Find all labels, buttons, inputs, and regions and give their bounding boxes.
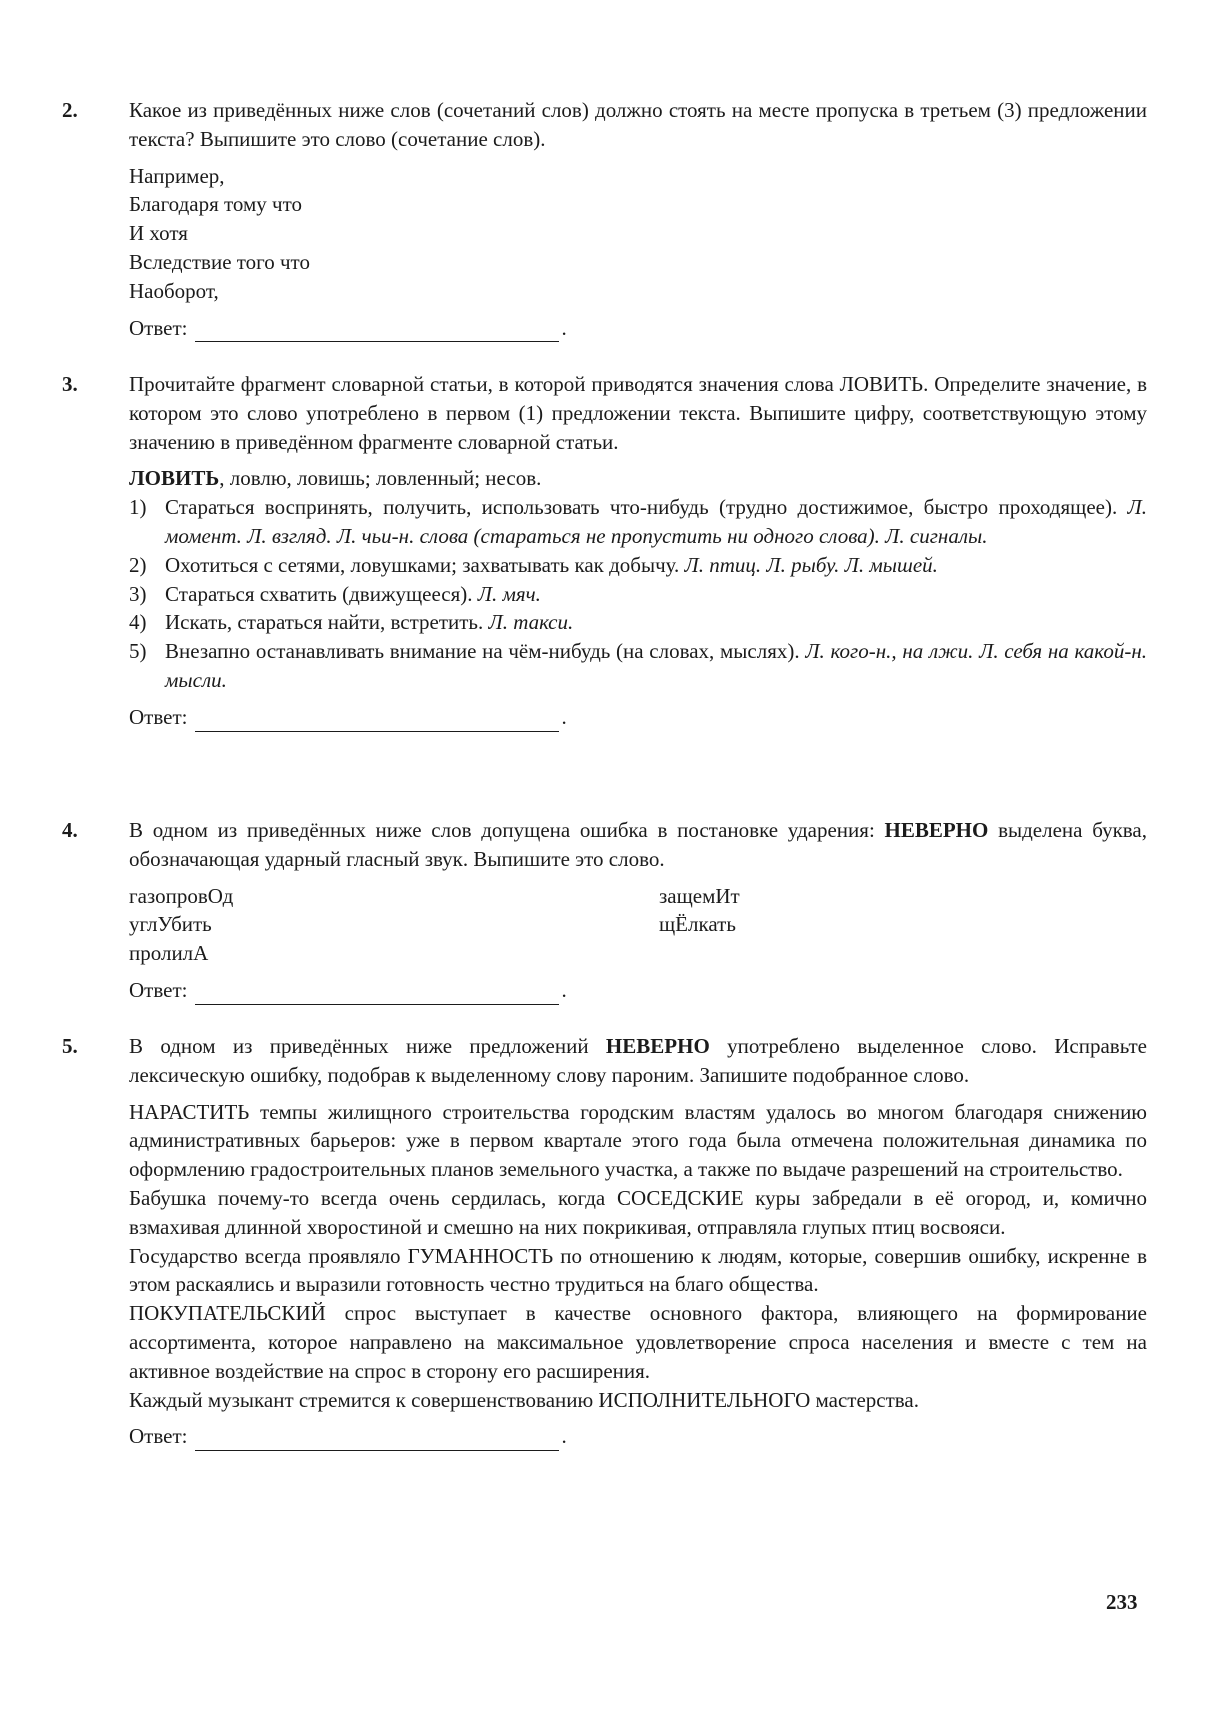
answer-label: Ответ: [129,977,188,1002]
answer-label: Ответ: [129,704,188,729]
question-text: употреблено выделенное слово. Исправьте лексическую ошибку, подобрав к выделенному слову пароним. Запишите подобранное слово. [129,1034,1148,1087]
sentence-item: Государство всегда проявляло ГУМАННОСТЬ по отношению к людям, которые, совершив ошибку, искренне в этом раскаялись и выразили готовность честно трудиться на благо общества. [129,1243,1147,1297]
sentences-list [129,1098,1147,1415]
meaning-number: 3) [129,581,147,606]
meaning-number: 4) [129,610,147,635]
question-emphasis: НЕВЕРНО [884,818,989,842]
question-text: В одном из приведённых ниже предложений [129,1034,606,1058]
meaning-number: 2) [129,552,147,577]
answer-row [129,1422,1147,1451]
entry-word: ЛОВИТЬ [129,466,220,491]
meaning-text: Стараться воспринять, получить, использовать что-нибудь (трудно достижимое, быстро проходящее). [165,495,1118,520]
word-item: щЁлкать [659,912,736,937]
meaning-text: Искать, стараться найти, встретить. [165,610,484,635]
answer-label: Ответ: [129,315,188,340]
meaning-item [129,637,1147,695]
word-item: пролилА [129,941,209,966]
answer-field[interactable] [195,709,559,732]
meaning-text: Стараться схватить (движущееся). [165,581,473,606]
dictionary-entry-head [129,464,1147,493]
options-list [129,162,1147,306]
words-columns [129,882,1147,968]
words-column-2 [659,882,740,968]
answer-label: Ответ: [129,1424,188,1449]
task-question [129,1032,1147,1090]
meaning-example: Л. кого-н., на лжи. Л. себя на какой-н. мысли. [165,639,1147,692]
answer-dot: . [561,977,567,1002]
option-item: Например, [129,163,225,188]
meaning-text: Охотиться с сетями, ловушками; захватывать как добычу. [165,552,680,577]
task-question: Какое из приведённых ниже слов (сочетаний слов) должно стоять на месте пропуска в третьем (3) предложении текста? Выпишите это слово (сочетание слов). [129,98,1147,151]
meaning-item [129,580,1147,609]
meaning-number: 5) [129,639,147,664]
sentence-item: Каждый музыкант стремится к совершенствованию ИСПОЛНИТЕЛЬНОГО мастерства. [129,1387,920,1412]
question-text: выделена буква, обозначающая ударный гласный звук. Выпишите это слово. [129,818,1147,871]
meaning-item [129,608,1147,637]
meaning-text: Внезапно останавливать внимание на чём-нибудь (на словах, мыслях). [165,639,800,664]
answer-field[interactable] [195,1428,559,1451]
answer-row [129,314,1147,343]
meanings-list [129,493,1147,695]
word-item: защемИт [659,883,740,908]
page-number: 233 [1106,1590,1138,1614]
answer-dot: . [561,704,567,729]
meaning-example: Л. мяч. [477,581,541,606]
meaning-item [129,493,1147,551]
word-item: углУбить [129,912,212,937]
answer-field[interactable] [195,319,559,342]
task-number: 4. [62,818,78,842]
sentence-item: Бабушка почему-то всегда очень сердилась, когда СОСЕДСКИЕ куры забредали в её огород, и, комично взмахивая длинной хворостиной и смешно на них покрикивая, отправляла глупых птиц восвояси. [129,1185,1147,1239]
meaning-example: Л. такси. [488,610,574,635]
question-emphasis: НЕВЕРНО [605,1034,710,1058]
task-number: 5. [62,1034,78,1058]
meaning-example: Л. момент. Л. взгляд. Л. чьи-н. слова (стараться не пропустить ни одного слова). Л. сигналы. [165,495,1147,548]
answer-dot: . [561,1424,567,1449]
answer-row [129,703,1147,732]
answer-field[interactable] [195,982,559,1005]
option-item: Вследствие того что [129,249,310,274]
task-number: 2. [62,98,78,122]
meaning-example: Л. птиц. Л. рыбу. Л. мышей. [684,552,938,577]
task-question [129,816,1147,874]
sentence-item: НАРАСТИТЬ темпы жилищного строительства городским властям удалось во многом благодаря снижению административных барьеров: уже в первом квартале этого года была отмечена положительная динамика по оформлению градостроительных планов земельного участка, а также по выдаче разрешений на строительство. [129,1099,1147,1182]
words-column-1 [129,882,659,968]
option-item: Благодаря тому что [129,192,302,217]
task-question: Прочитайте фрагмент словарной статьи, в которой приводятся значения слова ЛОВИТЬ. Определите значение, в котором это слово употреблено в первом (1) предложении текста. Выпишите цифру, соответствующую этому значению в приведённом фрагменте словарной статьи. [129,372,1147,454]
meaning-item [129,551,1147,580]
task-number: 3. [62,372,78,396]
entry-grammar: , ловлю, ловишь; ловленный; несов. [219,466,542,491]
sentence-item: ПОКУПАТЕЛЬСКИЙ спрос выступает в качестве основного фактора, влияющего на формирование ассортимента, которое направлено на максимальное удовлетворение спроса населения и вместе с тем на активное воздействие на спрос в сторону его расширения. [129,1301,1147,1383]
option-item: Наоборот, [129,278,219,303]
answer-row [129,976,1147,1005]
question-text: В одном из приведённых ниже слов допущена ошибка в постановке ударения: [129,818,885,842]
meaning-number: 1) [129,495,147,520]
option-item: И хотя [129,221,188,246]
word-item: газопровОд [129,883,234,908]
answer-dot: . [561,315,567,340]
